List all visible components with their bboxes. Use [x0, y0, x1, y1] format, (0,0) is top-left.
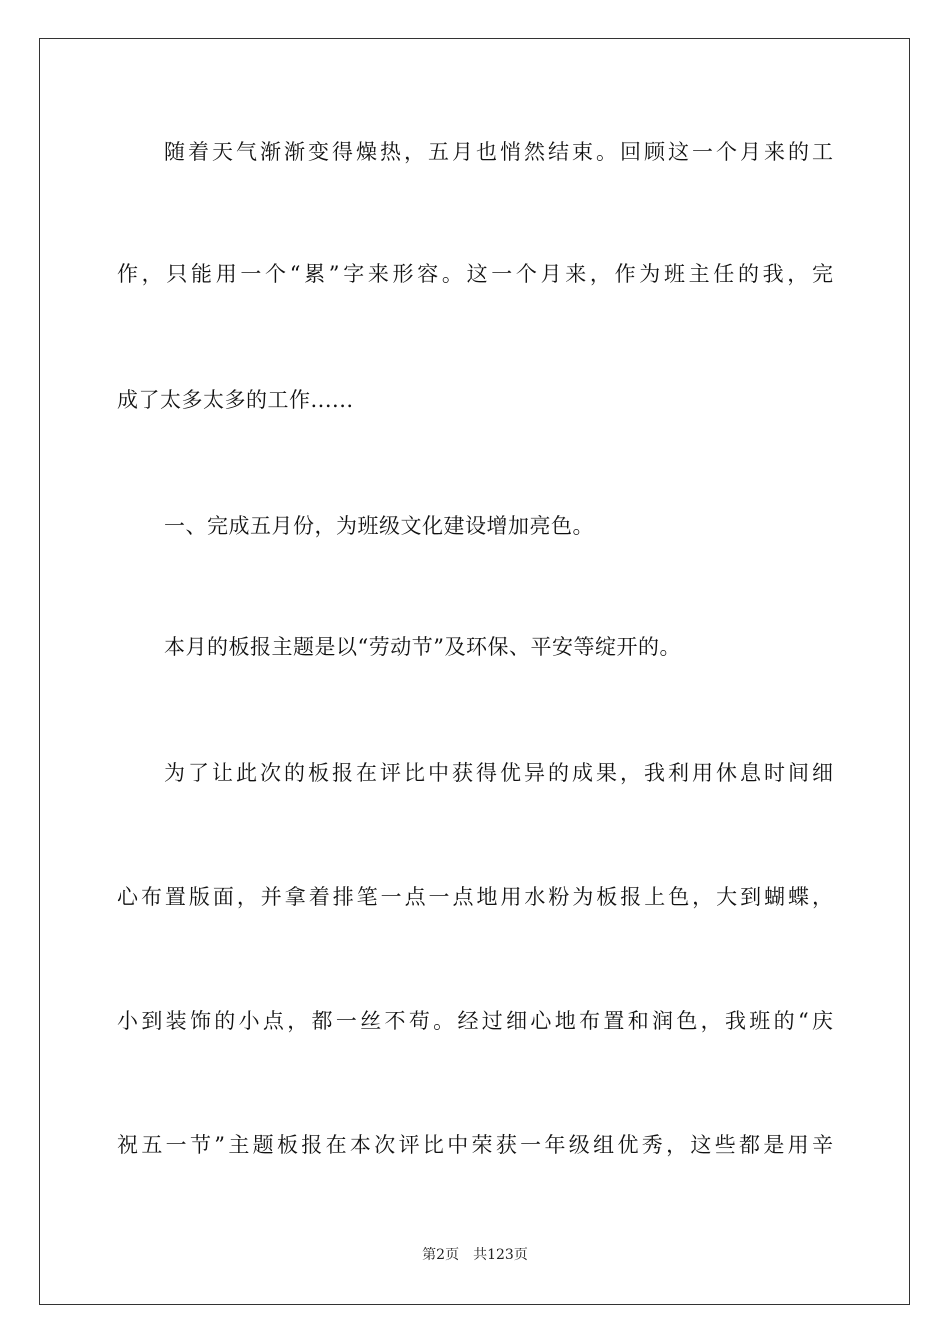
section-heading-1: 一、完成五月份，为班级文化建设增加亮色。	[164, 514, 594, 538]
paragraph-4-line-3: 小到装饰的小点，都一丝不苟。经过细心地布置和润色，我班的“庆	[117, 1009, 833, 1033]
page-frame	[39, 38, 910, 1305]
paragraph-4-line-4: 祝五一节”主题板报在本次评比中荣获一年级组优秀，这些都是用辛	[117, 1133, 833, 1157]
paragraph-3-line-1: 本月的板报主题是以“劳动节”及环保、平安等绽开的。	[164, 635, 681, 659]
total-pages: 共123页	[473, 1247, 528, 1263]
paragraph-1-line-3: 成了太多太多的工作......	[117, 388, 354, 412]
paragraph-4-line-2: 心布置版面，并拿着排笔一点一点地用水粉为板报上色，大到蝴蝶，	[117, 885, 833, 909]
paragraph-1-line-2: 作，只能用一个“累”字来形容。这一个月来，作为班主任的我，完	[117, 262, 833, 286]
paragraph-1-line-1: 随着天气渐渐变得燥热，五月也悄然结束。回顾这一个月来的工	[164, 140, 833, 164]
paragraph-4-line-1: 为了让此次的板报在评比中获得优异的成果，我利用休息时间细	[164, 761, 833, 785]
page-footer	[0, 1245, 950, 1265]
page-number: 第2页	[422, 1247, 460, 1263]
